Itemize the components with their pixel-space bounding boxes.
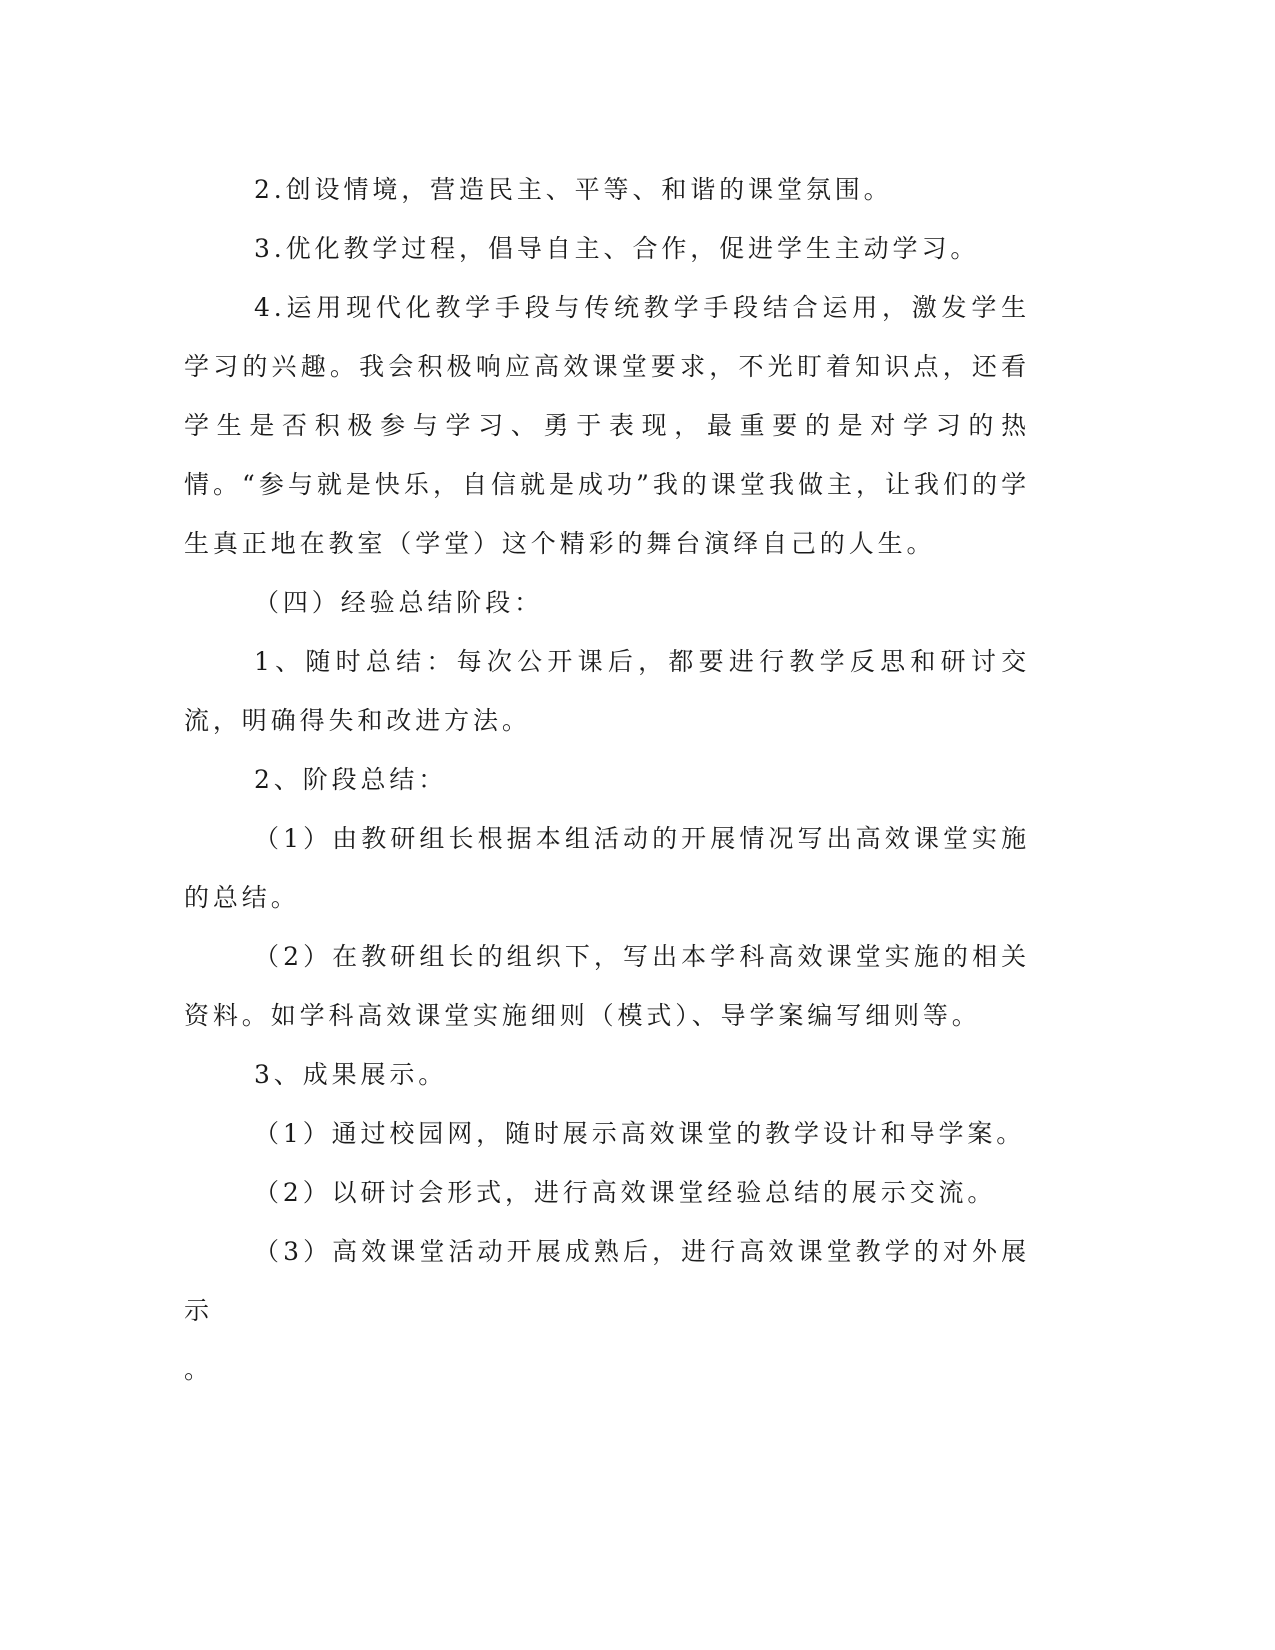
paragraph-item-2: 2.创设情境，营造民主、平等、和谐的课堂氛围。 [254, 175, 893, 204]
paragraph-results-3: 3、成果展示。 [254, 1060, 448, 1089]
paragraph-trailing-period: 。 [184, 1355, 213, 1384]
section-heading-four: （四）经验总结阶段： [254, 588, 544, 617]
paragraph-item-3: 3.优化教学过程，倡导自主、合作，促进学生主动学习。 [254, 234, 980, 263]
paragraph-item-4: 4.运用现代化教学手段与传统教学手段结合运用，激发学生学习的兴趣。我会积极响应高效课堂要求，不光盯着知识点，还看学生是否积极参与学习、勇于表现，最重要的是对学习的热情。“参与就是快乐，自信就是成功”我的课堂我做主，让我们的学生真正地在教室（学堂）这个精彩的舞台演绎自己的人生。 [184, 293, 1030, 558]
paragraph-summary-2-2: （2）在教研组长的组织下，写出本学科高效课堂实施的相关资料。如学科高效课堂实施细则（模式）、导学案编写细则等。 [184, 942, 1030, 1030]
paragraph-results-3-3: （3）高效课堂活动开展成熟后，进行高效课堂教学的对外展示 [184, 1237, 1030, 1325]
document-body [184, 160, 1030, 1399]
paragraph-summary-2-1: （1）由教研组长根据本组活动的开展情况写出高效课堂实施的总结。 [184, 824, 1030, 912]
paragraph-summary-2: 2、阶段总结： [254, 765, 448, 794]
paragraph-summary-1: 1、随时总结：每次公开课后，都要进行教学反思和研讨交流，明确得失和改进方法。 [184, 647, 1030, 735]
paragraph-results-3-1: （1）通过校园网，随时展示高效课堂的教学设计和导学案。 [254, 1119, 1026, 1148]
paragraph-results-3-2: （2）以研讨会形式，进行高效课堂经验总结的展示交流。 [254, 1178, 997, 1207]
